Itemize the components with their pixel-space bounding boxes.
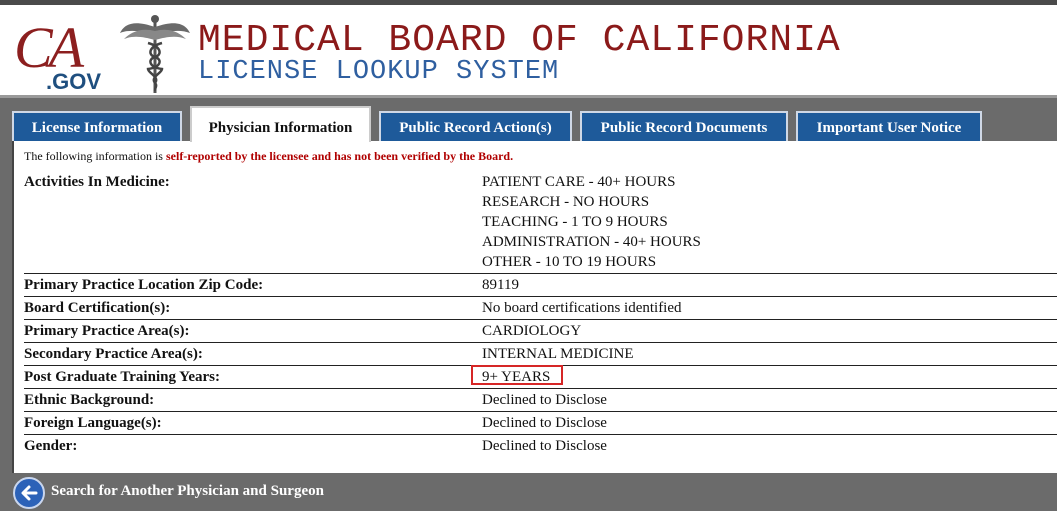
board-cert-label: Board Certification(s): <box>24 300 171 316</box>
activities-row <box>24 172 1057 274</box>
shell-top-border <box>0 95 1057 98</box>
self-reported-notice <box>24 149 513 164</box>
gender-row <box>24 436 1057 457</box>
board-cert-value: No board certifications identified <box>482 300 682 316</box>
zip-label: Primary Practice Location Zip Code: <box>24 277 264 293</box>
notice-prefix: The following information is <box>24 149 166 163</box>
activity-item: OTHER - 10 TO 19 HOURS <box>482 254 657 270</box>
tab-public-record-documents[interactable]: Public Record Documents <box>580 111 788 141</box>
activities-values <box>482 172 701 272</box>
primary-area-row <box>24 321 1057 343</box>
zip-value: 89119 <box>482 277 519 293</box>
gender-value: Declined to Disclose <box>482 438 607 454</box>
tab-important-user-notice[interactable]: Important User Notice <box>796 111 982 141</box>
training-years-row <box>24 367 1057 389</box>
physician-info-panel <box>12 141 1057 473</box>
gender-label: Gender: <box>24 438 78 454</box>
back-button[interactable] <box>13 477 45 509</box>
ethnic-row <box>24 390 1057 412</box>
secondary-area-label: Secondary Practice Area(s): <box>24 346 203 362</box>
training-years-value <box>482 367 550 387</box>
notice-emphasis: self-reported by the licensee and has not been verified by the Board. <box>165 149 514 163</box>
activity-item: PATIENT CARE - 40+ HOURS <box>482 174 676 190</box>
ethnic-value: Declined to Disclose <box>482 392 607 408</box>
primary-area-value: CARDIOLOGY <box>482 323 582 339</box>
ethnic-label: Ethnic Background: <box>24 392 155 408</box>
page-title: MEDICAL BOARD OF CALIFORNIA <box>198 19 841 62</box>
activity-item: RESEARCH - NO HOURS <box>482 194 650 210</box>
activity-item: TEACHING - 1 TO 9 HOURS <box>482 214 668 230</box>
language-value: Declined to Disclose <box>482 415 607 431</box>
site-header <box>0 5 1057 95</box>
tab-physician-information[interactable]: Physician Information <box>190 106 371 142</box>
training-years-text: 9+ YEARS <box>482 369 551 385</box>
ca-logo-text: CA <box>14 15 81 80</box>
activities-label: Activities In Medicine: <box>24 174 170 190</box>
gov-logo-text: .GOV <box>46 69 102 94</box>
secondary-area-row <box>24 344 1057 366</box>
ca-gov-logo[interactable] <box>14 15 116 95</box>
zip-row <box>24 275 1057 297</box>
language-row <box>24 413 1057 435</box>
activity-item: ADMINISTRATION - 40+ HOURS <box>482 234 701 250</box>
tab-license-information[interactable]: License Information <box>12 111 182 141</box>
tab-public-record-actions[interactable]: Public Record Action(s) <box>379 111 572 141</box>
secondary-area-value: INTERNAL MEDICINE <box>482 346 634 362</box>
primary-area-label: Primary Practice Area(s): <box>24 323 190 339</box>
board-cert-row <box>24 298 1057 320</box>
arrow-left-icon <box>15 479 43 507</box>
search-another-link[interactable]: Search for Another Physician and Surgeon <box>51 483 324 499</box>
training-years-label: Post Graduate Training Years: <box>24 369 220 385</box>
highlight-box <box>471 365 563 385</box>
language-label: Foreign Language(s): <box>24 415 162 431</box>
page-subtitle: LICENSE LOOKUP SYSTEM <box>198 57 560 87</box>
caduceus-icon <box>118 13 192 95</box>
